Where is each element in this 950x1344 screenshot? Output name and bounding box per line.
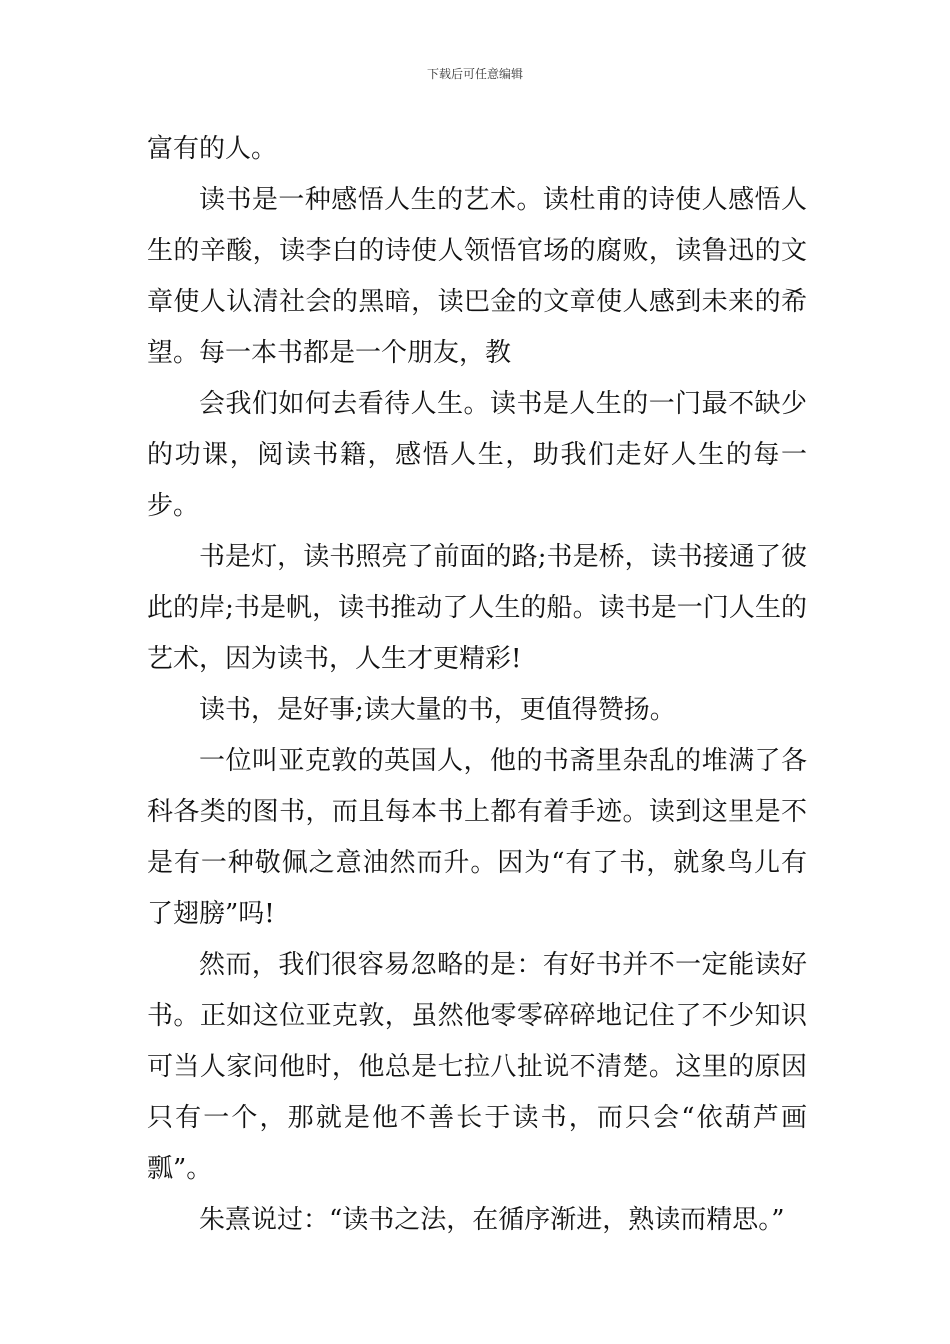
paragraph-6: 一位叫亚克敦的英国人，他的书斋里杂乱的堆满了各科各类的图书，而且每本书上都有着手迹。读到这里是不是有一种敬佩之意油然而升。因为“有了书，就象鸟儿有了翅膀”吗!	[147, 746, 807, 929]
paragraph-7: 然而，我们很容易忽略的是：有好书并不一定能读好书。正如这位亚克敦，虽然他零零碎碎地记住了不少知识可当人家问他时，他总是七拉八扯说不清楚。这里的原因只有一个，那就是他不善长于读书，而只会“依葫芦画瓢”。	[147, 950, 807, 1184]
paragraph-8: 朱熹说过：“读书之法，在循序渐进，熟读而精思。”	[199, 1205, 785, 1235]
paragraph-4: 书是灯，读书照亮了前面的路;书是桥，读书接通了彼此的岸;书是帆，读书推动了人生的船。读书是一门人生的艺术，因为读书，人生才更精彩!	[147, 542, 807, 674]
document-body	[147, 124, 807, 1246]
paragraph-3: 会我们如何去看待人生。读书是人生的一门最不缺少的功课，阅读书籍，感悟人生，助我们走好人生的每一步。	[147, 389, 807, 521]
paragraph-5: 读书，是好事;读大量的书，更值得赞扬。	[199, 695, 676, 725]
paragraph-1: 富有的人。	[147, 134, 278, 164]
page-header: 下载后可任意编辑	[426, 67, 523, 81]
paragraph-2: 读书是一种感悟人生的艺术。读杜甫的诗使人感悟人生的辛酸，读李白的诗使人领悟官场的腐败，读鲁迅的文章使人认清社会的黑暗，读巴金的文章使人感到未来的希望。每一本书都是一个朋友，教	[147, 185, 807, 368]
